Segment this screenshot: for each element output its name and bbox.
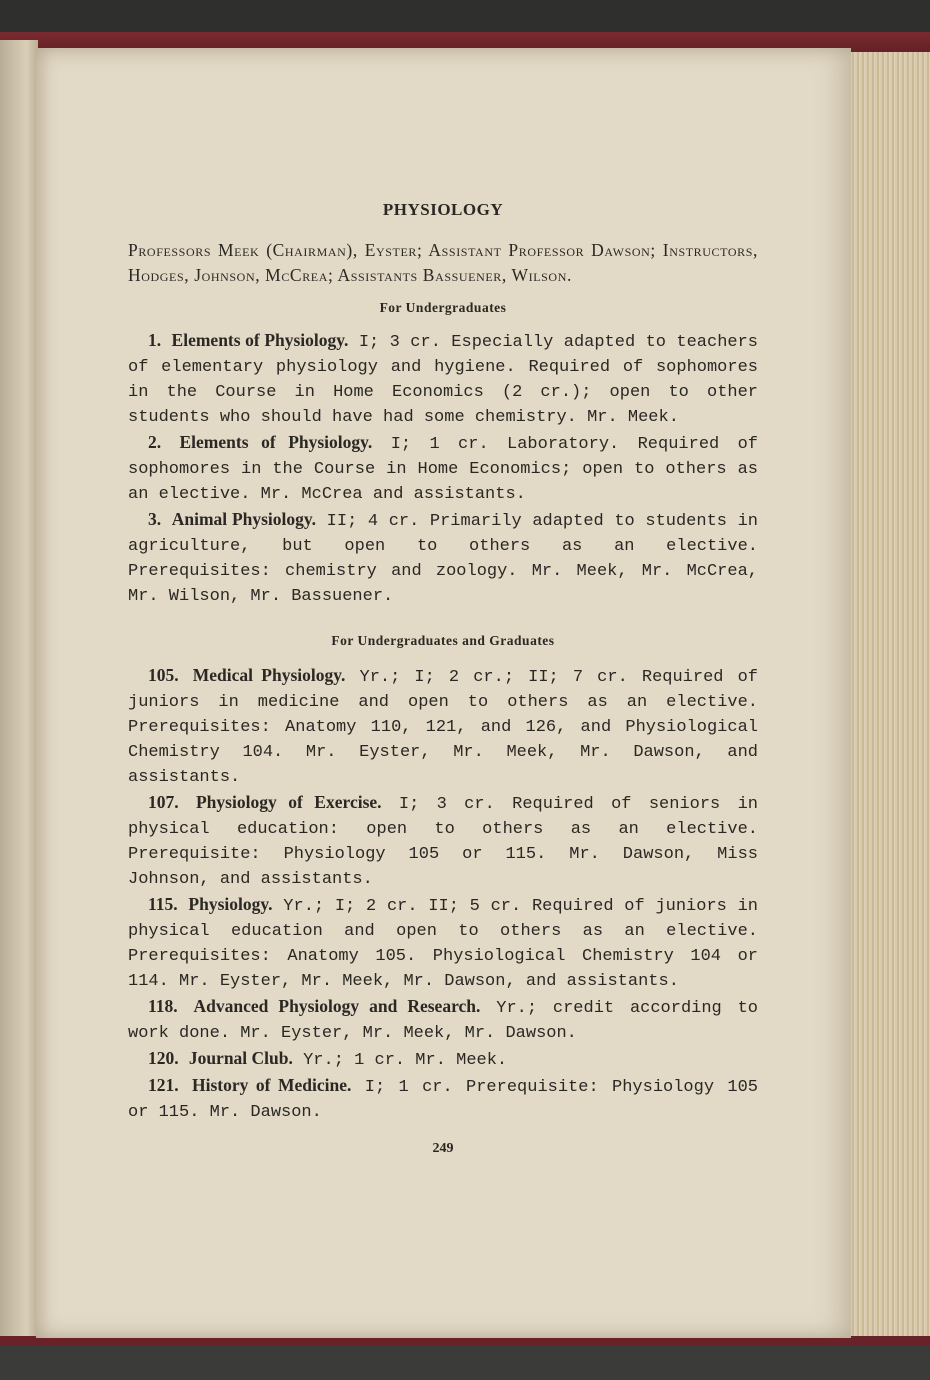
page-number: 249 [432,1141,454,1156]
course-name: History of Medicine. [191,1075,352,1095]
section-heading-undergraduates-graduates: For Undergraduates and Graduates [331,633,555,648]
left-page-edge [0,40,38,1350]
course-entry [128,328,758,430]
course-name: Advanced Physiology and Research. [193,996,481,1016]
course-entry [128,790,758,892]
course-list-undergraduates [128,328,758,609]
course-description: I; 1 cr. Laboratory. Required of sophomores in the Course in Home Economics; open to others as an elective. Mr. McCrea and assistants. [128,435,758,504]
course-name: Journal Club. [188,1048,293,1068]
course-number: 121. [148,1075,179,1095]
course-description: Yr.; I; 2 cr.; II; 7 cr. Required of juniors in medicine and open to others as an elective. Prerequisites: Anatomy 110, 121, and 126, and Physiological Chemistry 104. Mr. Eyster, Mr. Meek, Mr. Dawson, and assistants. [128,668,758,787]
course-name: Elements of Physiology. [171,330,349,350]
page-title: PHYSIOLOGY [382,200,504,219]
faculty-list: Professors Meek (Chairman), Eyster; Assistant Professor Dawson; Instructors, Hodges, Johnson, McCrea; Assistants Bassuener, Wilson. [128,240,758,285]
course-name: Animal Physiology. [171,509,317,529]
course-name: Physiology of Exercise. [195,792,382,812]
background-bottom [0,1346,930,1380]
course-description: II; 4 cr. Primarily adapted to students in agriculture, but open to others as an elective. Prerequisites: chemistry and zoology. Mr. Meek, Mr. McCrea, Mr. Wilson, Mr. Bassuener. [128,512,758,606]
course-number: 3. [148,509,162,529]
course-name: Medical Physiology. [192,665,346,685]
course-description: I; 3 cr. Especially adapted to teachers of elementary physiology and hygiene. Required of sophomores in the Course in Home Economics (2 cr.); open to other students who should have had some chemistry. Mr. Meek. [128,333,758,427]
course-number: 118. [148,996,178,1016]
course-number: 115. [148,894,178,914]
course-entry [128,994,758,1046]
course-entry [128,430,758,507]
course-list-graduates [128,663,758,1125]
course-entry [128,1046,758,1073]
course-entry [128,663,758,790]
course-entry [128,892,758,994]
course-number: 1. [148,330,162,350]
course-number: 105. [148,665,179,685]
course-description: Yr.; credit according to work done. Mr. Eyster, Mr. Meek, Mr. Dawson. [128,999,758,1043]
course-number: 120. [148,1048,179,1068]
course-description: I; 1 cr. Prerequisite: Physiology 105 or 115. Mr. Dawson. [128,1078,758,1122]
course-description: I; 3 cr. Required of seniors in physical education: open to others as an elective. Prerequisite: Physiology 105 or 115. Mr. Dawson, Miss Johnson, and assistants. [128,795,759,889]
course-entry [128,1073,758,1125]
course-number: 2. [148,432,162,452]
course-name: Elements of Physiology. [179,432,373,452]
course-number: 107. [148,792,179,812]
course-name: Physiology. [188,894,273,914]
course-description: Yr.; I; 2 cr. II; 5 cr. Required of juniors in physical education and open to others as an elective. Prerequisites: Anatomy 105. Physiological Chemistry 104 or 114. Mr. Eyster, Mr. Meek, Mr. Dawson, and assistants. [128,897,759,991]
course-entry [128,507,758,609]
section-heading-undergraduates: For Undergraduates [379,300,507,315]
page-stack-edge [845,52,930,1352]
page-content [128,200,758,1157]
course-description: Yr.; 1 cr. Mr. Meek. [303,1051,508,1070]
